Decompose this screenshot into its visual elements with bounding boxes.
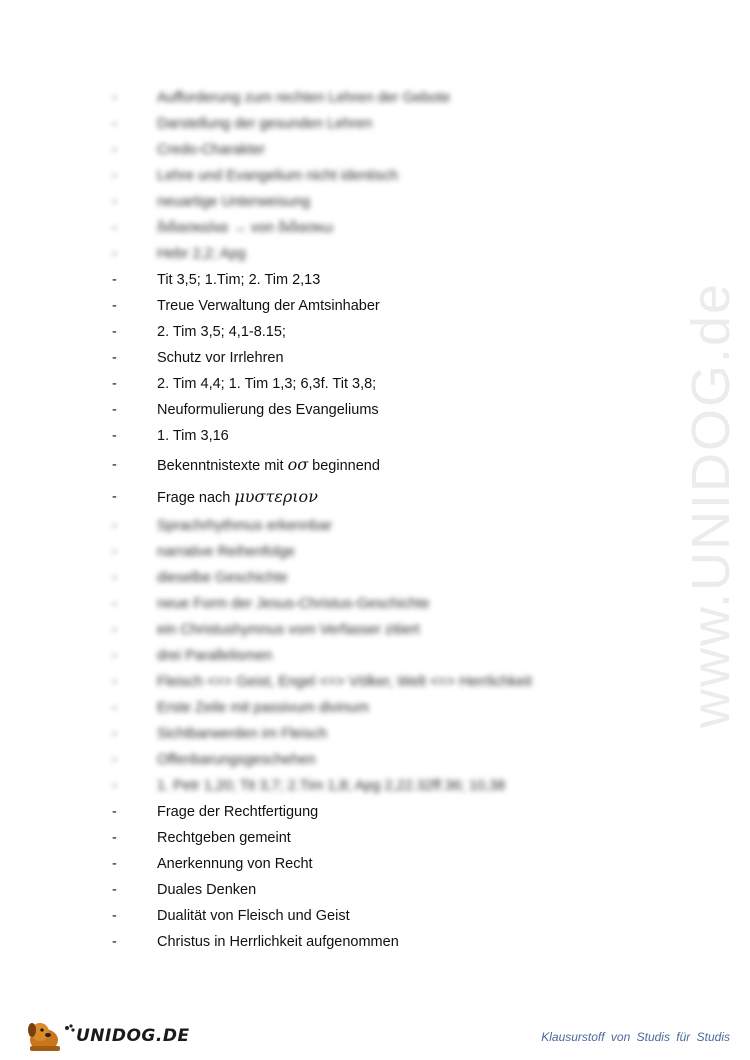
item-label: Offenbarungsgeschehen: [157, 752, 316, 768]
item-label: 1. Petr 1,20; Tit 3,7; 2.Tim 1,8; Apg 2,22.32ff.36; 10,38: [157, 778, 506, 794]
item-label: drei Parallelismen: [157, 648, 273, 664]
list-item-text: [157, 721, 327, 747]
item-label: neue Form der Jesus-Christus-Geschichte: [157, 596, 430, 612]
list-item-text: [157, 617, 420, 643]
list-item: [0, 721, 750, 747]
bullet-dash: -: [112, 674, 117, 690]
item-label: 1. Tim 3,16: [157, 428, 229, 444]
item-label: Neuformulierung des Evangeliums: [157, 402, 379, 418]
greek-term: μυστεριον: [234, 487, 318, 506]
item-suffix: beginnend: [308, 458, 380, 474]
list-item-text: [157, 929, 399, 955]
list-item-text: [157, 189, 310, 215]
list-item: [0, 423, 750, 449]
list-item-text: [157, 773, 505, 799]
bullet-dash: -: [112, 726, 117, 742]
list-item: [0, 163, 750, 189]
item-label: Darstellung der gesunden Lehren: [157, 116, 373, 132]
bullet-dash: -: [112, 804, 117, 820]
bullet-dash: -: [112, 489, 117, 505]
item-label: Frage der Rechtfertigung: [157, 804, 319, 820]
bullet-dash: -: [112, 298, 117, 314]
list-item-text: [157, 903, 350, 929]
list-item: [0, 85, 750, 111]
list-item: [0, 929, 750, 955]
item-label: Tit 3,5; 1.Tim; 2. Tim 2,13: [157, 272, 321, 288]
list-item-text: [157, 799, 318, 825]
bullet-dash: -: [112, 457, 117, 473]
bullet-dash: -: [112, 246, 117, 262]
unidog-logo: [20, 1018, 190, 1054]
item-label: Anerkennung von Recht: [157, 856, 313, 872]
list-item: [0, 397, 750, 423]
list-item: [0, 189, 750, 215]
list-item: [0, 825, 750, 851]
dog-icon: [20, 1018, 76, 1054]
list-item: [0, 449, 750, 481]
item-label: Dualität von Fleisch und Geist: [157, 908, 350, 924]
item-label: Rechtgeben gemeint: [157, 830, 291, 846]
list-item-text: [157, 137, 265, 163]
list-item-text: [157, 565, 288, 591]
list-item-text: [157, 747, 316, 773]
bullet-dash: -: [112, 648, 117, 664]
bullet-dash: -: [112, 168, 117, 184]
list-item: [0, 695, 750, 721]
bullet-dash: -: [112, 882, 117, 898]
item-label: Lehre und Evangelium nicht identisch: [157, 168, 399, 184]
item-label: 2. Tim 3,5; 4,1-8.15;: [157, 324, 286, 340]
list-item: [0, 513, 750, 539]
bullet-list: [0, 85, 750, 955]
list-item: [0, 345, 750, 371]
item-label: Christus in Herrlichkeit aufgenommen: [157, 934, 399, 950]
watermark: www.UNIDOG.de: [681, 281, 741, 729]
item-label: Fleisch <=> Geist, Engel <=> Völker, Welt <=> Herrlichkeit: [157, 674, 532, 690]
list-item-text: [157, 825, 291, 851]
bullet-dash: -: [112, 116, 117, 132]
item-label: Hebr 2,2; Apg: [157, 246, 246, 262]
list-item: [0, 799, 750, 825]
list-item-text: [157, 669, 532, 695]
item-label: Credo-Charakter: [157, 142, 265, 158]
list-item: [0, 591, 750, 617]
list-item-text: [157, 851, 313, 877]
bullet-dash: -: [112, 272, 117, 288]
list-item: [0, 241, 750, 267]
list-item: [0, 773, 750, 799]
bullet-dash: -: [112, 752, 117, 768]
item-label: Aufforderung zum rechten Lehren der Gebote: [157, 90, 451, 106]
footer-slogan: Klausurstoff von Studis für Studis: [541, 1030, 730, 1044]
item-label: dieselbe Geschichte: [157, 570, 288, 586]
bullet-dash: -: [112, 596, 117, 612]
list-item: [0, 669, 750, 695]
item-label: Duales Denken: [157, 882, 257, 898]
list-item-text: [157, 397, 379, 423]
list-item-text: [157, 345, 284, 371]
list-item-text: [157, 481, 318, 514]
list-item-text: [157, 695, 369, 721]
list-item-text: [157, 591, 429, 617]
list-item-text: [157, 215, 333, 241]
bullet-dash: -: [112, 220, 117, 236]
item-label: ein Christushymnus vom Verfasser zitiert: [157, 622, 420, 638]
bullet-dash: -: [112, 544, 117, 560]
bullet-dash: -: [112, 908, 117, 924]
list-item: [0, 747, 750, 773]
bullet-dash: -: [112, 194, 117, 210]
list-item: [0, 215, 750, 241]
bullet-dash: -: [112, 518, 117, 534]
logo-text: UNIDOG.DE: [76, 1026, 190, 1046]
item-label: Sprachrhythmus erkennbar: [157, 518, 332, 534]
bullet-dash: -: [112, 934, 117, 950]
bullet-dash: -: [112, 428, 117, 444]
list-item: [0, 903, 750, 929]
list-item-text: [157, 293, 380, 319]
item-label: Sichtbarwerden im Fleisch: [157, 726, 328, 742]
bullet-dash: -: [112, 350, 117, 366]
list-item-text: [157, 371, 376, 397]
bullet-dash: -: [112, 570, 117, 586]
list-item: [0, 293, 750, 319]
bullet-dash: -: [112, 856, 117, 872]
list-item: [0, 877, 750, 903]
list-item-text: [157, 267, 320, 293]
item-label: Bekenntnistexte mit: [157, 458, 284, 474]
list-item: [0, 851, 750, 877]
bullet-dash: -: [112, 830, 117, 846]
item-label: Erste Zeile mit passivum divinum: [157, 700, 369, 716]
bullet-dash: -: [112, 376, 117, 392]
list-item-text: [157, 241, 246, 267]
list-item: [0, 643, 750, 669]
list-item-text: [157, 539, 295, 565]
list-item: [0, 111, 750, 137]
list-item: [0, 267, 750, 293]
list-item-text: [157, 877, 256, 903]
bullet-dash: -: [112, 778, 117, 794]
list-item: [0, 481, 750, 513]
bullet-dash: -: [112, 700, 117, 716]
item-label: neuartige Unterweisung: [157, 194, 311, 210]
bullet-dash: -: [112, 90, 117, 106]
list-item-text: [157, 319, 286, 345]
bullet-dash: -: [112, 142, 117, 158]
list-item: [0, 319, 750, 345]
list-item-text: [157, 85, 450, 111]
list-item: [0, 539, 750, 565]
list-item: [0, 565, 750, 591]
list-item: [0, 137, 750, 163]
bullet-dash: -: [112, 622, 117, 638]
item-label: διδασκαλια → von διδασκω: [157, 220, 334, 236]
item-label: narrative Reihenfolge: [157, 544, 295, 560]
greek-term: οσ: [287, 455, 309, 474]
item-label: Schutz vor Irrlehren: [157, 350, 284, 366]
list-item-text: [157, 111, 372, 137]
list-item-text: [157, 163, 398, 189]
list-item-text: [157, 423, 229, 449]
item-label: 2. Tim 4,4; 1. Tim 1,3; 6,3f. Tit 3,8;: [157, 376, 377, 392]
list-item-text: [157, 513, 332, 539]
item-label: Frage nach: [157, 490, 231, 506]
list-item: [0, 371, 750, 397]
list-item-text: [157, 643, 272, 669]
list-item-text: [157, 449, 380, 482]
bullet-dash: -: [112, 324, 117, 340]
bullet-dash: -: [112, 402, 117, 418]
list-item: [0, 617, 750, 643]
item-label: Treue Verwaltung der Amtsinhaber: [157, 298, 380, 314]
